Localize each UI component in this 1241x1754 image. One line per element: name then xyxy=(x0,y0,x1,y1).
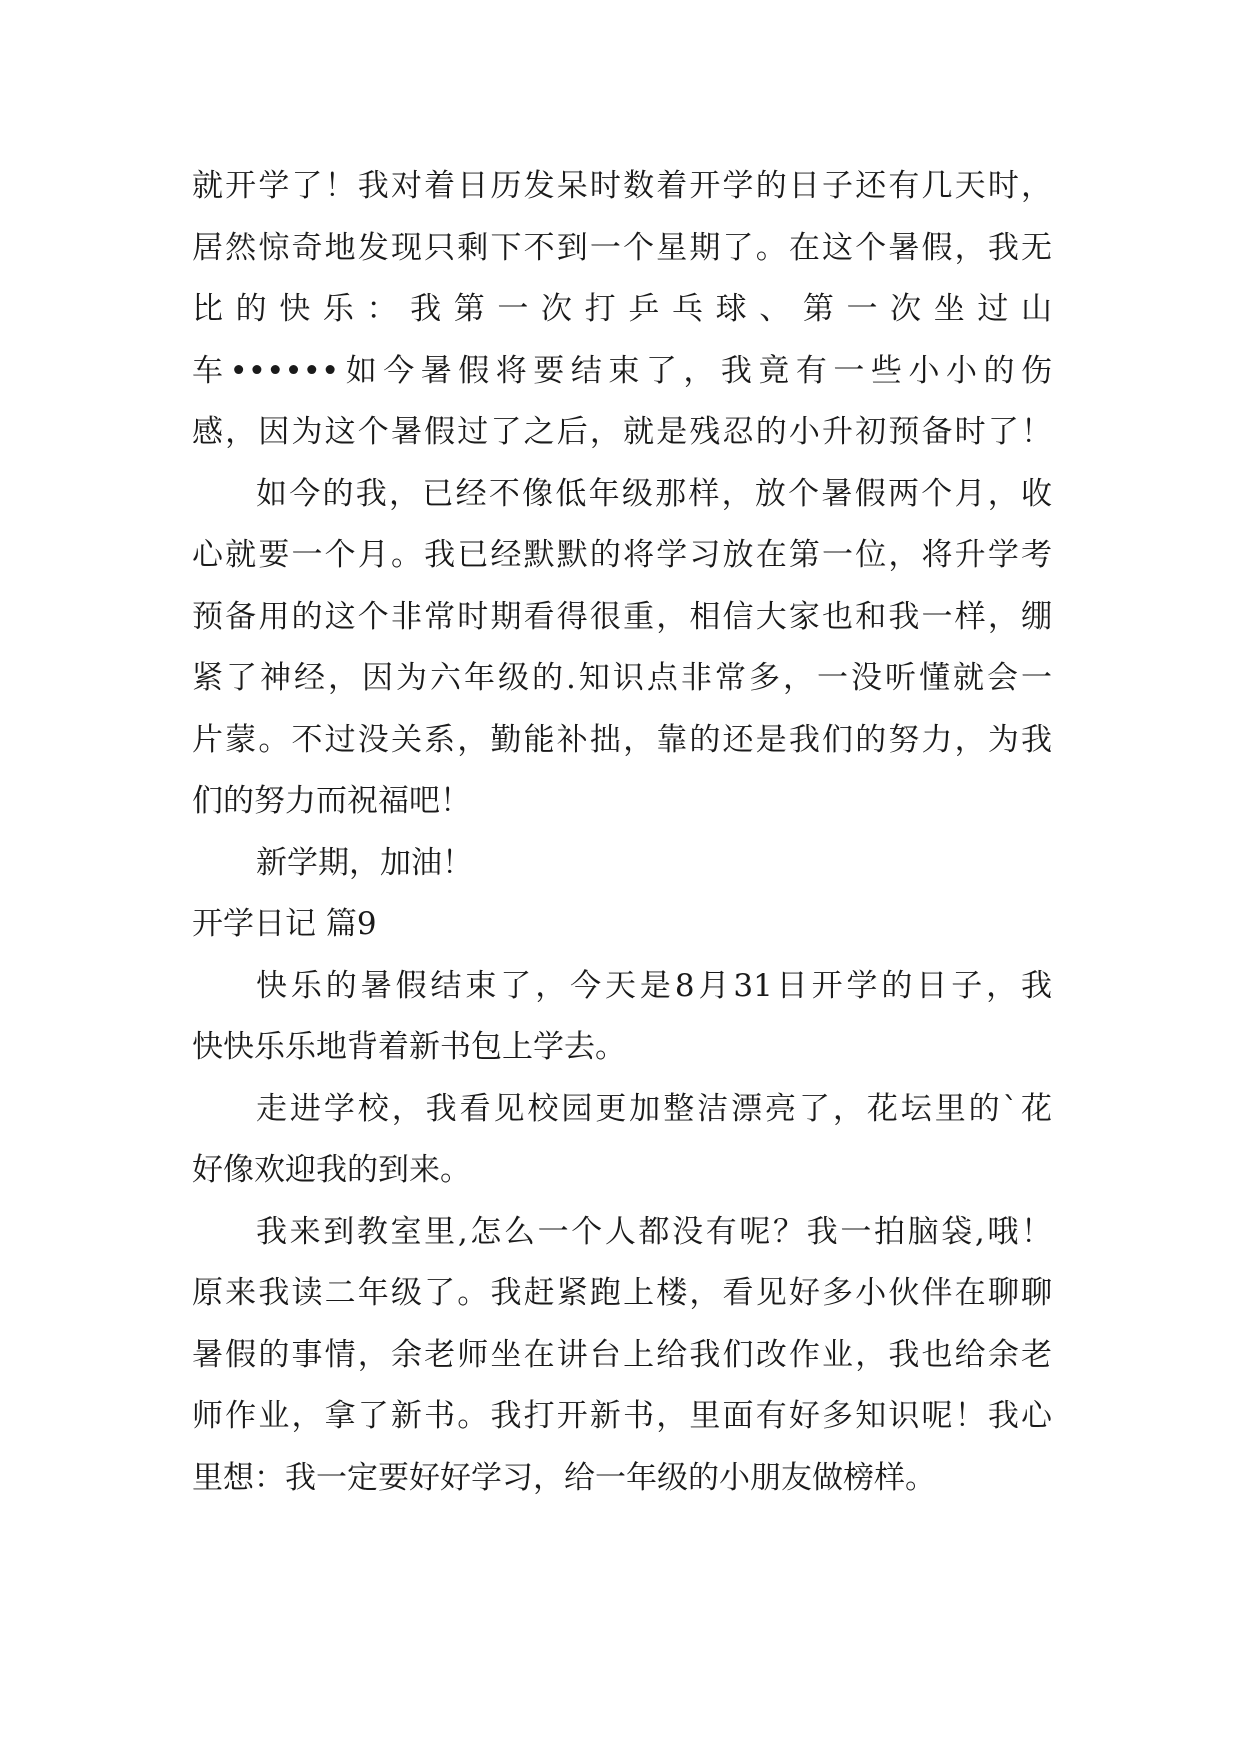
paragraph xyxy=(192,833,1052,895)
text-line: 片蒙。不过没关系，勤能补拙，靠的还是我们的努力，为我 xyxy=(192,721,1052,758)
text-line: 紧了神经，因为六年级的.知识点非常多，一没听懂就会一 xyxy=(192,660,1052,696)
text-line: 好像欢迎我的到来。 xyxy=(192,1152,471,1188)
text-line: 快乐的暑假结束了，今天是8月31日开学的日子，我 xyxy=(256,967,1052,1004)
text-line: 心就要一个月。我已经默默的将学习放在第一位，将升学考 xyxy=(192,537,1052,573)
section-heading: 开学日记 篇9 xyxy=(192,906,377,942)
text-line: 师作业，拿了新书。我打开新书，里面有好多知识呢！我心 xyxy=(192,1398,1052,1434)
paragraph xyxy=(192,156,1052,464)
text-line: 走进学校，我看见校园更加整洁漂亮了，花坛里的`花 xyxy=(256,1090,1052,1127)
text-line: 里想：我一定要好好学习，给一年级的小朋友做榜样。 xyxy=(192,1459,936,1496)
text-line: 快快乐乐地背着新书包上学去。 xyxy=(192,1029,626,1065)
document-body xyxy=(192,156,1052,1509)
text-line: 就开学了！我对着日历发呆时数着开学的日子还有几天时， xyxy=(192,168,1052,204)
text-line: 如今的我，已经不像低年级那样，放个暑假两个月，收 xyxy=(256,475,1052,512)
text-line: 新学期，加油！ xyxy=(256,844,473,881)
paragraph xyxy=(192,1079,1052,1202)
text-line: 居然惊奇地发现只剩下不到一个星期了。在这个暑假，我无 xyxy=(192,229,1052,266)
text-line: 预备用的这个非常时期看得很重，相信大家也和我一样，绷 xyxy=(192,598,1052,635)
text-line: 们的努力而祝福吧！ xyxy=(192,783,471,819)
text-line: 比的快乐：我第一次打乒乓球、第一次坐过山 xyxy=(192,291,1052,327)
text-line: 感，因为这个暑假过了之后，就是残忍的小升初预备时了！ xyxy=(192,414,1052,450)
text-line: 原来我读二年级了。我赶紧跑上楼，看见好多小伙伴在聊聊 xyxy=(192,1275,1052,1311)
text-line: 车••••••如今暑假将要结束了，我竟有一些小小的伤 xyxy=(192,352,1052,389)
paragraph xyxy=(192,1202,1052,1510)
text-line: 暑假的事情，余老师坐在讲台上给我们改作业，我也给余老 xyxy=(192,1336,1052,1373)
paragraph xyxy=(192,464,1052,833)
text-line: 我来到教室里,怎么一个人都没有呢？我一拍脑袋,哦！ xyxy=(256,1213,1052,1250)
paragraph xyxy=(192,956,1052,1079)
